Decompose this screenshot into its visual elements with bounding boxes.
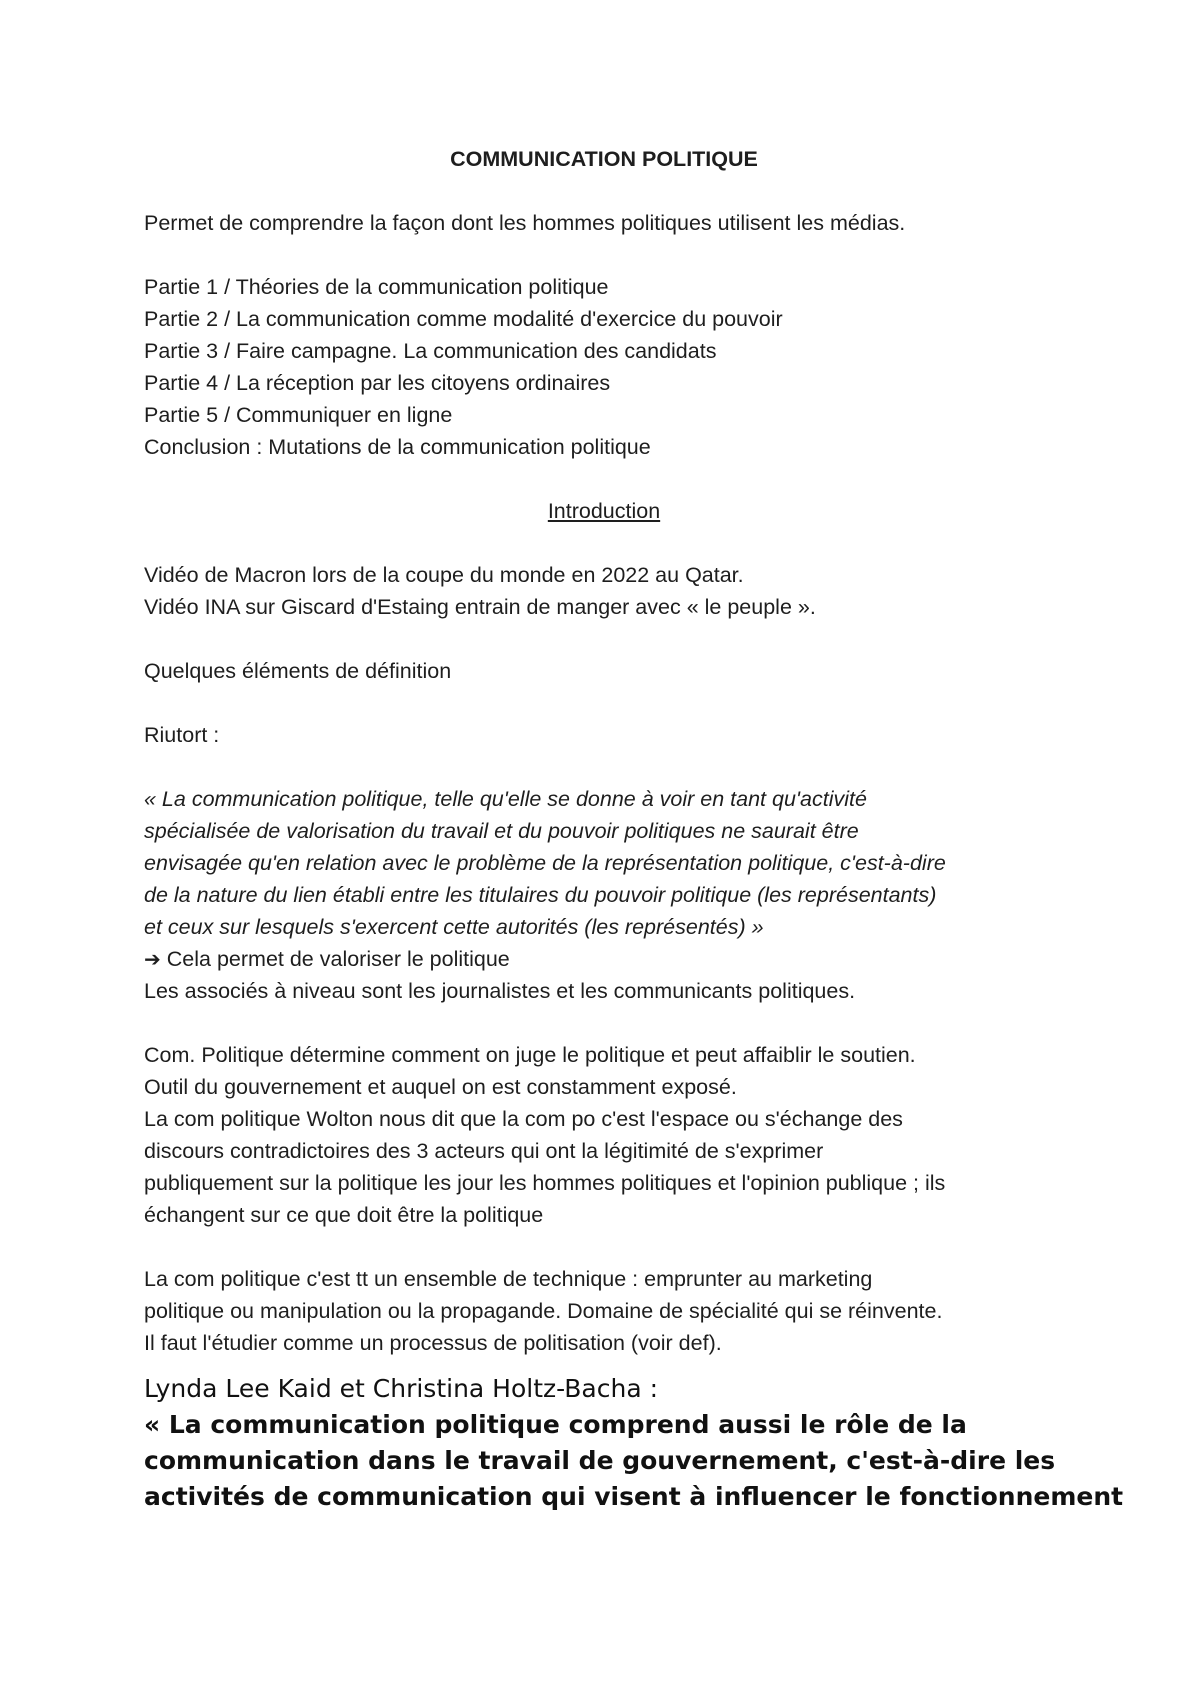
quote-line: spécialisée de valorisation du travail et du pouvoir politiques ne saurait être xyxy=(144,819,859,843)
introduction-heading: Introduction xyxy=(547,499,661,523)
arrow-line xyxy=(144,943,1064,975)
arrow-right-icon: ➔ xyxy=(144,947,161,971)
part-3: Partie 3 / Faire campagne. La communication des candidats xyxy=(144,339,717,363)
paragraph-techniques xyxy=(144,1263,1064,1359)
kaid-holtz-bacha-block xyxy=(144,1371,1124,1515)
paragraph-line: publiquement sur la politique les jour les hommes politiques et l'opinion publique ; ils xyxy=(144,1171,946,1195)
paragraph-line: Com. Politique détermine comment on juge le politique et peut affaiblir le soutien. xyxy=(144,1043,916,1067)
paragraph-line: Il faut l'étudier comme un processus de politisation (voir def). xyxy=(144,1331,722,1355)
paragraph-line: discours contradictoires des 3 acteurs qui ont la légitimité de s'exprimer xyxy=(144,1139,824,1163)
video-macron: Vidéo de Macron lors de la coupe du monde en 2022 au Qatar. xyxy=(144,563,744,587)
riutort-quote xyxy=(144,783,1064,943)
definition-heading: Quelques éléments de définition xyxy=(144,659,452,683)
part-5: Partie 5 / Communiquer en ligne xyxy=(144,403,453,427)
big-quote-line: communication dans le travail de gouvernement, c'est-à-dire les xyxy=(144,1446,1056,1475)
part-1: Partie 1 / Théories de la communication politique xyxy=(144,275,609,299)
quote-line: de la nature du lien établi entre les titulaires du pouvoir politique (les représentants) xyxy=(144,883,937,907)
part-4: Partie 4 / La réception par les citoyens ordinaires xyxy=(144,371,611,395)
paragraph-line: Outil du gouvernement et auquel on est constamment exposé. xyxy=(144,1075,737,1099)
paragraph-line: échangent sur ce que doit être la politique xyxy=(144,1203,544,1227)
big-heading: Lynda Lee Kaid et Christina Holtz-Bacha : xyxy=(144,1374,659,1403)
big-quote-line: « La communication politique comprend aussi le rôle de la xyxy=(144,1410,967,1439)
parts-list xyxy=(144,271,1064,463)
quote-line: et ceux sur lesquels s'exercent cette autorités (les représentés) » xyxy=(144,915,764,939)
document-title: COMMUNICATION POLITIQUE xyxy=(450,147,758,171)
document-body xyxy=(144,143,1124,1515)
quote-line: envisagée qu'en relation avec le problème de la représentation politique, c'est-à-dire xyxy=(144,851,946,875)
part-2: Partie 2 / La communication comme modalité d'exercice du pouvoir xyxy=(144,307,783,331)
quote-line: « La communication politique, telle qu'elle se donne à voir en tant qu'activité xyxy=(144,787,867,811)
section-heading xyxy=(144,495,1064,527)
paragraph-line: politique ou manipulation ou la propagande. Domaine de spécialité qui se réinvente. xyxy=(144,1299,943,1323)
intro-line: Permet de comprendre la façon dont les hommes politiques utilisent les médias. xyxy=(144,211,906,235)
associates-line: Les associés à niveau sont les journalistes et les communicants politiques. xyxy=(144,979,856,1003)
paragraph-com-politique xyxy=(144,1039,1064,1231)
big-quote-line: activités de communication qui visent à influencer le fonctionnement xyxy=(144,1482,1124,1511)
author-label: Riutort : xyxy=(144,723,220,747)
paragraph-line: La com politique Wolton nous dit que la com po c'est l'espace ou s'échange des xyxy=(144,1107,903,1131)
arrow-text: Cela permet de valoriser le politique xyxy=(166,947,510,971)
paragraph-line: La com politique c'est tt un ensemble de technique : emprunter au marketing xyxy=(144,1267,873,1291)
conclusion-line: Conclusion : Mutations de la communication politique xyxy=(144,435,651,459)
video-giscard: Vidéo INA sur Giscard d'Estaing entrain de manger avec « le peuple ». xyxy=(144,595,816,619)
